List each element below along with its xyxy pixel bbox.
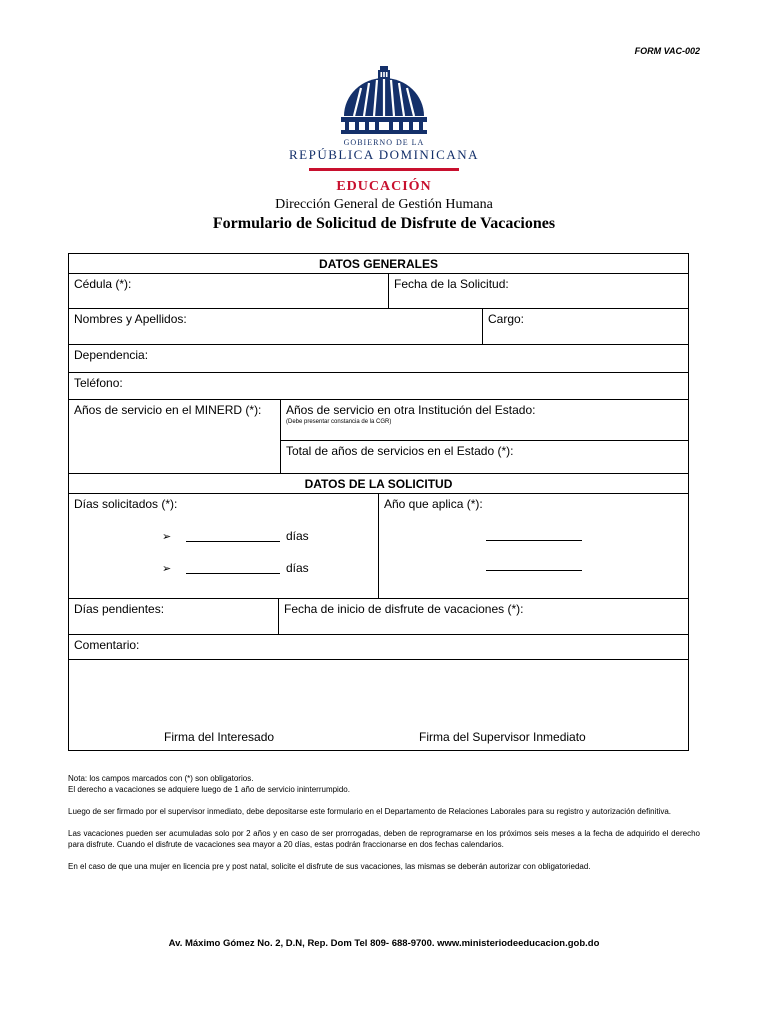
notes xyxy=(68,773,700,872)
dependencia-field[interactable] xyxy=(69,345,688,372)
fecha-solicitud-label: Fecha de la Solicitud: xyxy=(394,277,509,291)
section-request xyxy=(69,474,688,494)
fecha-inicio-label: Fecha de inicio de disfrute de vacaciones (*): xyxy=(284,602,524,616)
ano-aplica-label: Año que aplica (*): xyxy=(384,497,483,511)
fecha-solicitud-field[interactable] xyxy=(388,274,688,308)
section-general xyxy=(69,254,688,274)
anos-minerd-label: Años de servicio en el MINERD (*): xyxy=(74,403,262,417)
ano-aplica-input-1[interactable] xyxy=(486,529,582,541)
firma-supervisor: Firma del Supervisor Inmediato xyxy=(419,730,586,744)
nombres-label: Nombres y Apellidos: xyxy=(74,312,187,326)
comentario-field[interactable] xyxy=(69,635,688,659)
ano-aplica-field xyxy=(378,494,688,598)
ministry-name: EDUCACIÓN xyxy=(336,179,432,194)
telefono-field[interactable] xyxy=(69,373,688,399)
dias-input-1[interactable] xyxy=(186,530,280,542)
section-general-label: DATOS GENERALES xyxy=(319,256,438,271)
dias-solicitados-label: Días solicitados (*): xyxy=(74,497,178,511)
dias-pendientes-field[interactable] xyxy=(69,599,278,634)
row-dependencia xyxy=(69,345,688,373)
total-anos-label: Total de años de servicios en el Estado (*): xyxy=(286,444,514,458)
total-anos-field[interactable] xyxy=(281,440,688,473)
ano-aplica-input-2[interactable] xyxy=(486,559,582,571)
note-line2: El derecho a vacaciones se adquiere luego de 1 año de servicio ininterrumpido. xyxy=(68,785,350,794)
row-pendientes xyxy=(69,599,688,635)
anos-minerd-field[interactable] xyxy=(69,400,280,473)
dias-input-2[interactable] xyxy=(186,562,280,574)
page-title: Formulario de Solicitud de Disfrute de Vacaciones xyxy=(212,215,556,232)
gov-line1: GOBIERNO DE LA xyxy=(343,138,425,147)
row-dias xyxy=(69,494,688,599)
anos-otra-field[interactable] xyxy=(281,400,688,440)
dias-unit-2: días xyxy=(286,561,309,575)
anos-otra-note: (Debe presentar constancia de la CGR) xyxy=(286,419,392,425)
dias-solicitados-field xyxy=(69,494,378,598)
cargo-label: Cargo: xyxy=(488,312,525,326)
vacation-form xyxy=(68,253,689,751)
dias-unit-1: días xyxy=(286,529,309,543)
dias-line-1 xyxy=(74,529,373,543)
fecha-inicio-field[interactable] xyxy=(278,599,688,634)
row-cedula xyxy=(69,274,688,309)
dias-pendientes-label: Días pendientes: xyxy=(74,602,165,616)
anos-otra-label: Años de servicio en otra Institución del Estado: xyxy=(286,403,536,417)
row-firmas xyxy=(69,660,688,750)
department-name: Dirección General de Gestión Humana xyxy=(275,197,493,212)
note-para3: En el caso de que una mujer en licencia pre y post natal, solicite el disfrute de sus vacaciones, las mismas se deberán autorizar con obligatoriedad. xyxy=(68,862,591,871)
comentario-label: Comentario: xyxy=(74,638,140,652)
arrow-bullet-icon: ➢ xyxy=(162,562,172,575)
telefono-label: Teléfono: xyxy=(74,376,123,390)
red-divider xyxy=(309,168,459,171)
note-para1: Luego de ser firmado por el supervisor inmediato, debe depositarse este formulario en el Departamento de Relaciones Laborales para su registro y autorización definitiva. xyxy=(68,807,672,816)
row-nombres xyxy=(69,309,688,345)
note-para2: Las vacaciones pueden ser acumuladas solo por 2 años y en caso de ser prorrogadas, deben de reprogramarse en los próximos seis meses a la fecha de adquirido el derecho para disfrute. Cuando el disfrute de vacaciones sea mayor a 20 días, estas podrán fraccionarse en dos fechas calendarios. xyxy=(68,829,700,849)
footer-address: Av. Máximo Gómez No. 2, D.N, Rep. Dom Tel 809- 688-9700. www.ministeriodeeducacion.gob.do xyxy=(168,938,600,949)
form-code: FORM VAC-002 xyxy=(634,46,700,56)
gov-line2: REPÚBLICA DOMINICANA xyxy=(289,147,479,162)
note-line1: Nota: los campos marcados con (*) son obligatorios. xyxy=(68,774,254,783)
row-comentario xyxy=(69,635,688,660)
row-anos xyxy=(69,400,688,474)
dome-logo-icon xyxy=(339,64,429,136)
row-telefono xyxy=(69,373,688,400)
cedula-label: Cédula (*): xyxy=(74,277,132,291)
firma-interesado: Firma del Interesado xyxy=(164,730,275,744)
arrow-bullet-icon: ➢ xyxy=(162,530,172,543)
nombres-field[interactable] xyxy=(69,309,482,344)
section-request-label: DATOS DE LA SOLICITUD xyxy=(304,476,453,491)
dias-line-2 xyxy=(74,561,373,575)
cedula-field[interactable] xyxy=(69,274,388,308)
anos-stack xyxy=(280,400,688,473)
cargo-field[interactable] xyxy=(482,309,688,344)
header xyxy=(0,64,768,233)
dependencia-label: Dependencia: xyxy=(74,348,149,362)
